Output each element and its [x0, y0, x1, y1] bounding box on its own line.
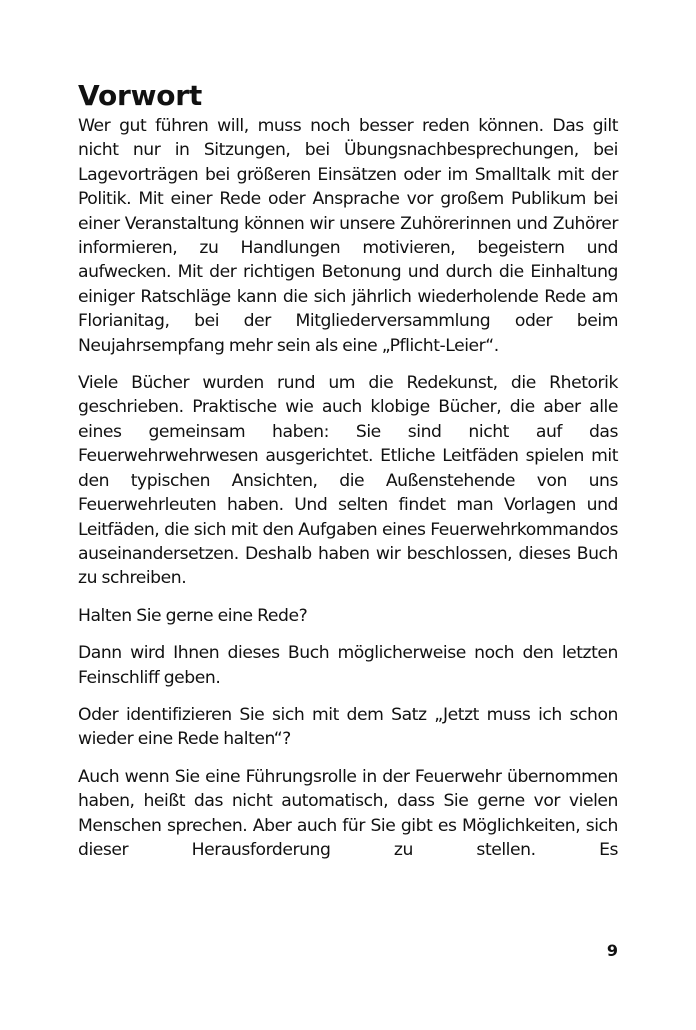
- paragraph-5: Oder identifizieren Sie sich mit dem Satz „Jetzt muss ich schon wieder eine Rede halten“?: [78, 704, 618, 750]
- page-content: [78, 78, 618, 875]
- paragraph-6: Auch wenn Sie eine Führungsrolle in der Feuerwehr übernommen haben, heißt das nicht automatisch, dass Sie gerne vor vielen Menschen sprechen. Aber auch für Sie gibt es Möglichkeiten, sich dieser Herausforderung zu stellen. Es: [78, 766, 618, 860]
- paragraph-3: Halten Sie gerne eine Rede?: [78, 605, 308, 626]
- page-number: 9: [606, 941, 618, 960]
- paragraph-2: Viele Bücher wurden rund um die Redekunst, die Rhetorik geschrieben. Praktische wie auch klobige Bücher, die aber alle eines gemeinsam haben: Sie sind nicht auf das Feuerwehrwehrwesen ausgerichtet. Etliche Leitfäden spielen mit den typischen Ansichten, die Außenstehende von uns Feuerwehrleuten haben. Und selten findet man Vorlagen und Leitfäden, die sich mit den Aufgaben eines Feuerwehrkommandos auseinandersetzen. Deshalb haben wir beschlossen, dieses Buch zu schreiben.: [78, 373, 618, 589]
- paragraph-1: Wer gut führen will, muss noch besser reden können. Das gilt nicht nur in Sitzungen, bei Übungsnachbesprechungen, bei Lagevorträgen bei größeren Einsätzen oder im Smalltalk mit der Politik. Mit einer Rede oder Ansprache vor großem Publikum bei einer Veranstaltung können wir unsere Zuhörerinnen und Zuhörer informieren, zu Handlungen motivieren, begeistern und aufwecken. Mit der richtigen Betonung und durch die Einhaltung einiger Ratschläge kann die sich jährlich wiederholende Rede am Florianitag, bei der Mitgliederversammlung oder beim Neujahrsempfang mehr sein als eine „Pflicht-Leier“.: [78, 116, 618, 356]
- paragraph-4: Dann wird Ihnen dieses Buch möglicherweise noch den letzten Feinschliff geben.: [78, 643, 618, 688]
- chapter-heading: Vorwort: [78, 79, 203, 112]
